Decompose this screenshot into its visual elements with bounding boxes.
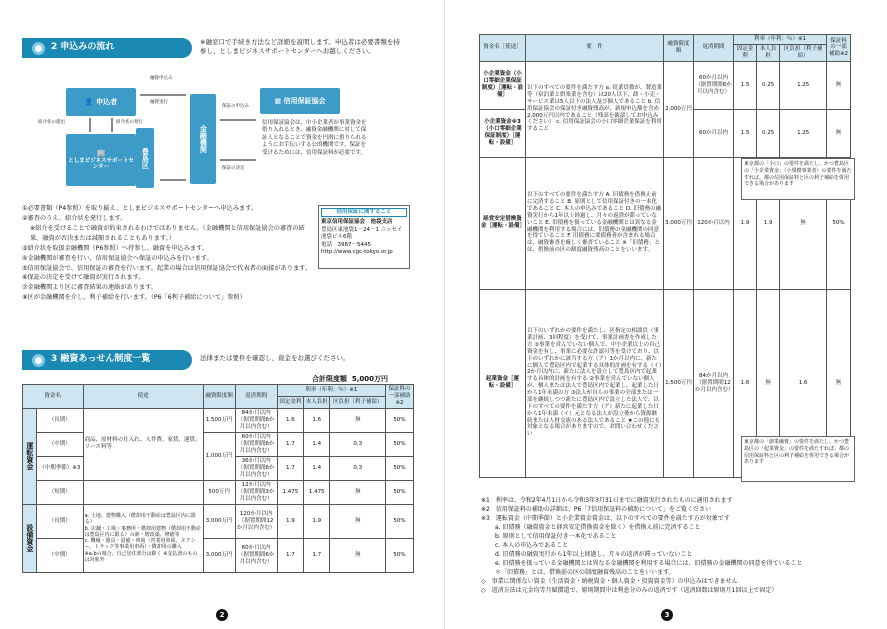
total-limit: 合計限度額 5,000万円 xyxy=(312,375,389,383)
step-2-note: ※紹介を受けることで融資が約束されるわけではありません。（金融機関と信用保証協会の審査の結果、融資が否決または減額されることもあります。） xyxy=(30,224,305,242)
left-page xyxy=(0,0,443,629)
section3-header xyxy=(22,350,192,370)
office-icon: 🏢 xyxy=(96,148,106,157)
purpose-operating: 商品、原材料の仕入れ、人件費、家賃、運賃、リース料等 xyxy=(83,408,203,480)
flow-ward: 豊島区 xyxy=(136,128,154,188)
step-2: ②審査のうえ、紹介状を発行します。 xyxy=(22,214,127,222)
steps-list xyxy=(22,204,312,303)
th-period: 返済期間 xyxy=(235,385,277,409)
table-row: 小企業資金※3（小口零細企業保証制度）［運転・設備］ 60か月以内 1.5 0.25 1.25 無 xyxy=(480,109,851,157)
label-guarantee-decide: 保証の決定 xyxy=(222,166,245,171)
table-row: 小企業資金（小口零細企業保証制度）［運転・設備］ 以下のすべての要件を満たす方 a. 従業員数が、製造業等（宿泊業と娯楽業を含む）は20人以下、卸・小売・サービス業は5人以下の法人及び個人であること b. 信用保証協会の保証付き融資残高が、新規申込額を含め2,000万円以内であること（残高を確認してお申込みください） c. 信用保証協会の小口零細企業保証を利用すること 2,000万円 60か月以内（据置期間6か月以内含む） 1.5 0.25 1.25 無 xyxy=(480,61,851,109)
side-note-1: 東京都の「小口」の要件を満たし、かつ豊島区の「小企業資金」（小規模事業者）の要件を満たすれば、都の信用保証料と区の利子補給を併用できる場合があります xyxy=(741,158,855,200)
th-rate: 利率（年利：％）※1 xyxy=(734,35,827,45)
step-1: ①必要書類（P4参照）を取り揃え、としまビジネスサポートセンターへ申込みます。 xyxy=(22,205,258,212)
section3-note: 法律または要件を確認し、資金をお選びください。 xyxy=(200,354,350,362)
step-5: ⑤信用保証協会で、信用保証の審査を行います。起業の場合は信用保証協会で代表者の面接があります。 xyxy=(22,264,312,272)
th-ward: 区負担（利子補給） xyxy=(330,396,386,408)
flow-support-center: 🏢 としまビジネスサポートセンター xyxy=(66,134,136,186)
contact-tel: 電話 3987－5445 xyxy=(321,241,371,248)
table-row: 経営安定借換資金［運転・設備］ 以下のすべての要件を満たす方 A. 旧債務を借換え前に完済すること B. 原則として信用保証付きの一本化であること C. 本人の申込みであること D. 旧債務の融資実行から1年以上経過し、月々の返済が滞っていないこと E. 旧債務を扱っている金融機関とは異なる金融機関を利用する場合には、旧債務の金融機関の同意を得ていること F. 旧債務に要債務者が含まれる場合は、融資審査を厳しく審査ていること ※「旧債務」とは、借換前の区の制度融資残高のことをいいます。 3,000万円 120か月以内 1.9 1.9 無 50% xyxy=(480,157,851,289)
th-name: 資金名 xyxy=(23,385,84,409)
flow-applicant: 👤 申込者 xyxy=(66,88,136,116)
person-icon: 👤 xyxy=(84,97,97,106)
guarantee-description: 信用保証協会は、中小企業者が事業資金を借り入れるとき、融資金融機関に対して保証人となることで資金を円滑に借りられるようにお手伝いする公的機関です。保証を受けるためには、信用保証料が必要です。 xyxy=(262,120,367,156)
th-fixed: 固定金利 xyxy=(734,44,757,61)
section2-num: 2 xyxy=(51,42,58,53)
table-row: （中期） 1,000万円 60か月以内（据置期間6か月以内含む） 1.7 1.4 0.3 50% xyxy=(23,432,414,456)
right-page xyxy=(444,0,887,629)
building-icon: ▦ xyxy=(274,96,284,105)
section-dot-icon xyxy=(32,354,45,367)
purpose-equipment: a. 土地、建物購入（償却用不動産は豊島区内に限る） b. 店舗・工場・事務所・償却用建物（償却用不動産は豊島区内に限る）の新・増改築、修繕等 c. 機械・器具・設備・車両（営業用車両、タクシー、トラック等事業用車両）・償却用の購入 ※a.bの場合、自己居住部分は除く ※支払済のものは対象外 xyxy=(83,504,203,572)
contact-address: 豊島区東池袋1－24－1 ニッセイ池袋ビル6階 xyxy=(321,226,403,241)
step-4: ④金融機関が審査を行い、信用保証協会へ保証の申込みを行います。 xyxy=(22,254,213,262)
step-3: ③紹介状を取扱金融機関（P6参照）へ持参し、融資を申込みます。 xyxy=(22,244,208,252)
page-number: 3 xyxy=(661,609,673,621)
th-self: 本人負担 xyxy=(304,396,330,408)
section2-title: 申込みの流れ xyxy=(60,42,115,53)
footnotes: ※1 利率は、令和2年4月1日から令和3年3月31日までに融資実行されたものに適用されます ※2 信用保証料の補助の詳細は、P6「7信用保証料の補助について」をご覧ください ※3 運転資金（中期季節）と小企業資金資金は、以下のすべての要件を満たす方が対象です a. 旧債務（融資資金と経営安定借換資金を除く）を借換え前に完済すること b. 原則として信用保証付き一本化であること c. 本人の申込みであること d. 旧債務の融資実行から1年以上経過し、月々の返済が滞っていないこと e. 旧債務を扱っている金融機関とは異なる金融機関を利用する場合には、旧債務の金融機関の同意を得ていること ＊「旧債務」とは、借換前の区の制度融資残高のことをいいます。 ◇ 事業に関係ない資金（生活資金・納税資金・個人資金・投資資金等）の申込みはできません ◇ 返済方法は元金均等月賦償還で、原則期間中は利息分のみの返済です（返済回数は原則月1回以上で固定） xyxy=(481,497,803,594)
flow-guarantee: ▦ 信用保証協会 xyxy=(260,88,340,114)
th-fixed: 固定金利 xyxy=(277,396,303,408)
section3-title: 融資あっせん制度一覧 xyxy=(60,354,151,365)
contact-title: 信用保証に関すること xyxy=(321,208,407,217)
th-req: 要 件 xyxy=(526,35,664,62)
table-row: （中期） 3,000万円 60か月以内（据置期間6か月以内含む） 1.7 1.7 無 50% xyxy=(23,538,414,572)
table-row: （短期） 500万円 12か月以内（据置期間3か月以内含む） 1.475 1.475 無 50% xyxy=(23,480,414,504)
flow-bank: 金融機関 xyxy=(190,94,216,184)
step-8: ⑧区が金融機関を介し、利子補給を行います。（P6「6利子補給について」参照） xyxy=(22,294,246,302)
label-apply: 融資申込み xyxy=(150,76,173,81)
section2-note: ※融窓口で手続き方法など詳細を説明します。申込者は必要書類を持参し、としまビジネスサポートセンターへお越しください。 xyxy=(200,38,400,56)
th-cgc: 保証料の一部補助※2 xyxy=(386,385,414,409)
contact-url[interactable]: http://www.cgc-tokyo.or.jp xyxy=(321,249,393,256)
table-row: 起業資金［運転・設備］ 以下のいずれかの要件を満たし、区指定の相談員（事業計画、3回程度）を受けて、事業計画書を作成した方 ①事業を営んでいない個人で、中小企業以上の自己資金を有し、事業に必要な許認可等を受けており、以下のいずれかに該当する方（ア）1か月以内に、新たに個人で豊島区内で起業する具体的計画を有する（イ）2か月以内に、新たに法人を設立して豊島区内で起業する具体的計画を有する ②事業を営んでいない個人が、個人または法人で豊島区内で起業し、起業した日から1年未満の方 ③法人が自らの事業の全部または一部を継続しつつ新たに豊島区内で設立した法人で、以下のすべての要件を満たす方（ア）新たに起業した日から1年未満（イ）元となる法人が設立後から資源継続または人材交流のある法人であること ★この他にも対象となる場合がありますので、お問い合わせください 1,500万円 84か月以内（据置期間12か月以内含む） 1.6 無 1.6 無 xyxy=(480,289,851,477)
page-number: 2 xyxy=(216,609,228,621)
label-submit: 紹介状の提出 xyxy=(38,120,65,125)
th-ward: 区負担（利子補給） xyxy=(780,44,827,61)
group-equipment: 設備資金 xyxy=(23,504,37,572)
th-limit: 融資限度額 xyxy=(203,385,235,409)
th-cgc: 保証料の一部補助※2 xyxy=(827,35,851,62)
th-self: 本人負担 xyxy=(756,44,779,61)
contact-box xyxy=(318,205,410,269)
th-name: 資金名［使途］ xyxy=(480,35,526,62)
contact-name: 東京信用保証協会 池袋支店 xyxy=(321,219,393,226)
th-period: 返済期間 xyxy=(694,35,734,62)
table-row: （中期季節）※3 36か月以内（据置期間6か月以内含む） 1.7 1.4 0.3 50% xyxy=(23,456,414,480)
side-note-2: 東京都の「創業融資」の要件を満たし、かつ豊島区の「起業資金」の要件を満たすれば、都の信用保証料と区の利子補給を併用できる場合があります xyxy=(741,436,855,482)
step-7: ⑦金融機関より区に審査結果の連絡があります。 xyxy=(22,284,157,292)
requirements-table xyxy=(479,34,851,478)
th-purpose: 使途 xyxy=(83,385,203,409)
table-row: 運転資金 （長期） 商品、原材料の仕入れ、人件費、家賃、運賃、リース料等 1,500万円 84か月以内（据置期間6か月以内含む） 1.6 1.6 無 50% xyxy=(23,408,414,432)
label-issue: 紹介状の発行 xyxy=(116,120,143,125)
table-row: 設備資金 （長期） a. 土地、建物購入（償却用不動産は豊島区内に限る） b. 店舗・工場・事務所・償却用建物（償却用不動産は豊島区内に限る）の新・増改築、修繕等 c. 機械・器具・設備・車両（営業用車両、タクシー、トラック等事業用車両）・償却用の購入 ※a.bの場合、自己居住部分は除く ※支払済のものは対象外 3,000万円 120か月以内（据置期間12か月以内含む） 1.9 1.9 無 50% xyxy=(23,504,414,538)
section3-num: 3 xyxy=(51,354,58,365)
loan-table xyxy=(22,384,414,573)
step-6: ⑥保証の決定を受けて融資が実行されます。 xyxy=(22,274,145,282)
th-limit: 融資限度額 xyxy=(664,35,694,62)
label-execute: 融資実行 xyxy=(150,100,168,105)
group-operating: 運転資金 xyxy=(23,408,37,504)
th-rate: 利率（年利：％）※1 xyxy=(277,385,385,397)
label-guarantee-apply: 保証の申込み xyxy=(222,104,249,109)
